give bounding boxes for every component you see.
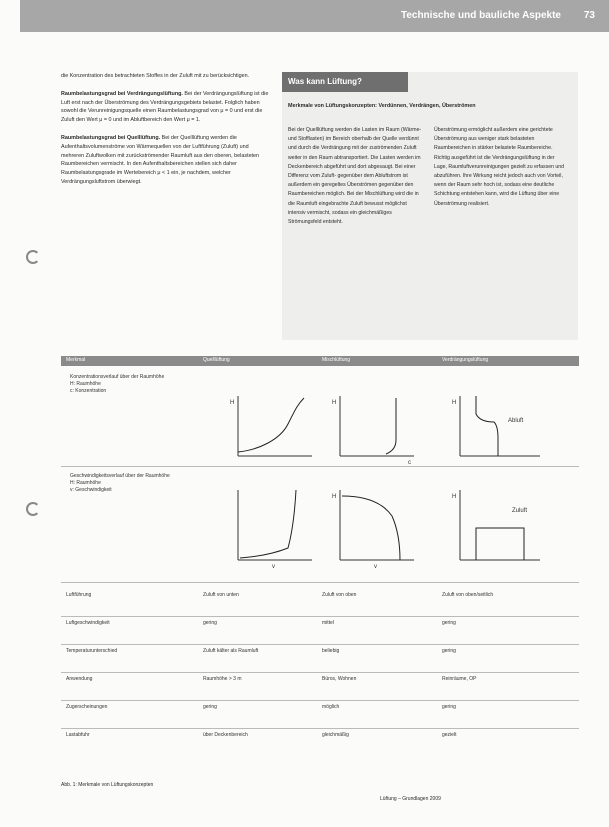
table-cell: Luftgeschwindigkeit [66,620,110,626]
row-divider [61,644,579,645]
table-cell: gezielt [442,732,457,738]
table-cell: Zuluft von oben [322,592,357,598]
paragraph-title: Raumbelastungsgrad bei Quelllüftung. [61,134,161,141]
info-box-column-2: Überströmung ermöglicht außerdem eine gerichtete Überströmung aus weniger stark belasteten Raumbereichen in stärker belastete Raumbereiche. Richtig ausgeführt ist die Verdrängungslüftung in der Lage, Raumluftverunreinigungen gezielt zu erfassen und abzuführen. Ihre Wirkung reicht jedoch auch von Vorteil, wenn der Raum sehr hoch ist, sodass eine deutliche Schichtung entstehen kann, wird die Lüftung über eine Überströmung realisiert. [434,127,565,207]
table-cell: Raumhöhe > 3 m [203,676,242,682]
binder-hole-icon [26,502,40,516]
table-cell: gering [442,620,456,626]
graph-displacement-velocity [450,486,550,568]
info-box [282,72,578,340]
info-box-column-1: Bei der Quelllüftung werden die Lasten im Raum (Wärme- und Stofflasten) im Bereich oberhalb der Quelle verdünnt und durch die Verdrängung mit der zuströmenden Zuluft weiter in den Raum abtransportiert. Die Lasten werden im Deckenbereich abgeführt und dort abgesaugt. Bei einer Differenz vom Zuluft- gegenüber dem Abluftstrom ist außerdem ein geregeltes Überströmen gegenüber den Raumbereichen möglich. Bei der Mischlüftung wird die in die Raumluft eingebrachte Zuluft bewusst möglichst intensiv vermischt, sodass ein gleichmäßiges Strömungsfeld entsteht. [288,127,422,226]
table-cell: Reinräume, OP [442,676,477,682]
left-column [61,72,271,196]
paragraph-text: Bei der Quelllüftung werden die Aufenthaltsvolumenströme von Wärmequellen von der Luftführung (Zuluft) und mehreren Zuluftwolken mit zurückströmender Raumluft aus den oberen, belasteten Raumbereichen vermischt. In den Aufenthaltsbereichen stellen sich daher Raumbelastungsgrade im Wertebereich μ < 1 ein, je nachdem, welcher Verdrängungsluftstrom überwiegt. [61,134,260,185]
paragraph-displacement [61,90,271,125]
axis-label-c: c [408,460,411,466]
paragraph-text: Bei der Verdrängungslüftung ist die Luft erst nach der Überströmung des Verdrängungsgebiets belastet. Folglich haben sowohl die Verunreinigungsquelle einen Raumbelastungsgrad von μ = 0 und erst die Zuluft den Wert μ = 0 und im Abluftbereich den Wert μ = 1. [61,90,269,124]
page-number: 73 [583,10,595,21]
paragraph-source [61,134,271,187]
graph-displacement-concentration [450,392,550,462]
table-header-cell: Mischlüftung [322,357,351,363]
table-header-cell: Verdrängungslüftung [442,357,489,363]
table-cell: Büros, Wohnen [322,676,357,682]
table-cell: Luftführung [66,592,92,598]
table-cell: Zugerscheinungen [66,704,108,710]
table-cell: gering [442,704,456,710]
axis-label-h: H [452,400,457,406]
table-header-bar [61,356,579,366]
table-cell: Zuluft kälter als Raumluft [203,648,259,654]
table-header-cell: Merkmal [66,357,86,363]
axis-label-h: H [452,494,457,500]
table-header-cell: Quelllüftung [203,357,230,363]
graph-annotation: Abluft [508,418,524,424]
graph-source-concentration [228,392,318,462]
row-label-velocity: Geschwindigkeitsverlauf über der Raumhöhe H: Raumhöhe v: Geschwindigkeit [70,473,170,493]
section-title: Technische und bauliche Aspekte [400,10,561,21]
footer-credits: Lüftung – Grundlagen 2009 [380,796,441,802]
row-divider [61,728,579,729]
axis-label-v: v [374,564,377,570]
axis-label-h: H [230,400,235,406]
table-cell: Anwendung [66,676,93,682]
graph-mixing-velocity [330,486,420,568]
row-divider [61,582,579,583]
header-bar [20,0,609,32]
table-cell: gering [442,648,456,654]
table-cell: Temperaturunterschied [66,648,118,654]
table-cell: Lastabfuhr [66,732,90,738]
intro-paragraph: die Konzentration des betrachteten Stoffes in der Zuluft mit zu berücksichtigen. [61,73,250,79]
row-label-concentration: Konzentrationsverlauf über der Raumhöhe H: Raumhöhe c: Konzentration [70,374,165,394]
table-cell: gering [203,620,217,626]
table-cell: gering [203,704,217,710]
table-cell: gleichmäßig [322,732,349,738]
table-cell: beliebig [322,648,340,654]
graph-annotation: Zuluft [512,508,528,514]
figure-caption: Abb. 1: Merkmale von Lüftungskonzepten [61,782,154,788]
table-cell: möglich [322,704,340,710]
axis-label-h: H [332,494,337,500]
graph-mixing-concentration [330,392,420,466]
row-divider [61,700,579,701]
axis-label-h: H [332,400,337,406]
binder-hole-icon [26,250,40,264]
info-box-title: Was kann Lüftung? [282,72,408,92]
table-cell: Zuluft von oben/seitlich [442,592,494,598]
row-divider [61,672,579,673]
graph-source-velocity [228,486,318,568]
table-cell: mittel [322,620,334,626]
row-divider [61,616,579,617]
table-cell: über Deckenbereich [203,732,248,738]
row-divider [61,466,579,467]
axis-label-v: v [272,564,275,570]
table-cell: Zuluft von unten [203,592,239,598]
paragraph-title: Raumbelastungsgrad bei Verdrängungslüftung. [61,90,183,97]
info-box-subtitle: Merkmale von Lüftungskonzepten: Verdünnen, Verdrängen, Überströmen [288,103,476,109]
